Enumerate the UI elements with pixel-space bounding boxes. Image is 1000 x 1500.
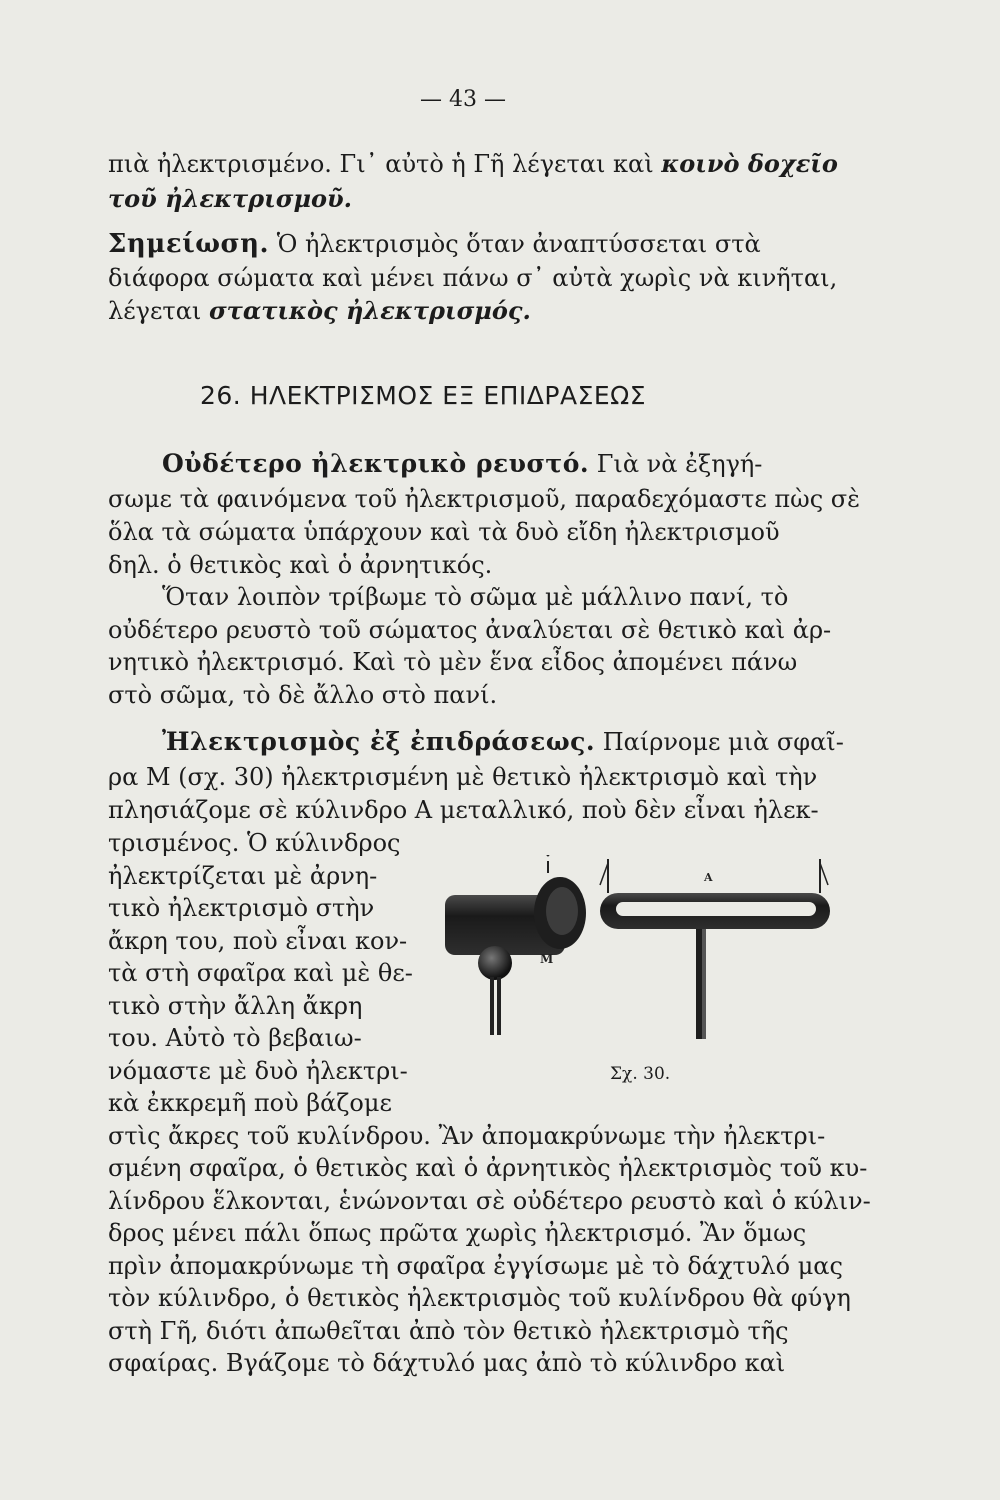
- text-line: του. Αὐτὸ τὸ βεβαιω-: [108, 1024, 362, 1052]
- text-line: στὶς ἄκρες τοῦ κυλίνδρου. Ἂν ἀπομακρύνωμε τὴν ἠλεκτρι-: [108, 1122, 826, 1150]
- label-sphere: Μ: [540, 952, 554, 966]
- text-line: κὰ ἐκκρεμῆ ποὺ βάζομε: [108, 1089, 392, 1117]
- subheading: Ἠλεκτρισμὸς ἐξ ἐπιδράσεως.: [162, 727, 596, 756]
- subheading: Οὐδέτερο ἠλεκτρικὸ ρευστό.: [162, 449, 590, 478]
- text-line: ρα Μ (σχ. 30) ἠλεκτρισμένη μὲ θετικὸ ἠλεκτρισμὸ καὶ τὴν: [108, 763, 818, 791]
- text-run: λέγεται: [108, 297, 202, 325]
- text-line: ἠλεκτρίζεται μὲ ἀρνη-: [108, 862, 378, 890]
- text-line: διάφορα σώματα καὶ μένει πάνω σ᾽ αὐτὰ χωρὶς νὰ κινῆται,: [108, 264, 838, 292]
- page-number: — 43 —: [420, 87, 506, 112]
- text-run: Ὁ ἠλεκτρισμὸς ὅταν ἀναπτύσσεται στὰ: [276, 230, 761, 258]
- text-line: [162, 448, 762, 480]
- emphasis-text: τοῦ ἠλεκτρισμοῦ.: [108, 184, 353, 213]
- text-line: τὸν κύλινδρο, ὁ θετικὸς ἠλεκτρισμὸς τοῦ κυλίνδρου θὰ φύγη: [108, 1284, 851, 1312]
- text-line: νόμαστε μὲ δυὸ ἠλεκτρι-: [108, 1057, 408, 1085]
- text-line: τικὸ ἠλεκτρισμὸ στὴν: [108, 894, 375, 922]
- text-line: τικὸ στὴν ἄλλη ἄκρη: [108, 992, 363, 1020]
- text-run: πιὰ ἠλεκτρισμένο. Γι᾽ αὐτὸ ἡ Γῆ λέγεται καὶ: [108, 150, 654, 178]
- sphere-apparatus: [445, 855, 586, 1035]
- text-line: σωμε τὰ φαινόμενα τοῦ ἠλεκτρισμοῦ, παραδεχόμαστε πὼς σὲ: [108, 485, 861, 513]
- text-line: [108, 148, 838, 180]
- cylinder-apparatus: [600, 859, 830, 1039]
- text-line: πλησιάζομε σὲ κύλινδρο Α μεταλλικό, ποὺ δὲν εἶναι ἠλεκ-: [108, 796, 819, 824]
- emphasis-text: στατικὸς ἠλεκτρισμός.: [208, 296, 531, 325]
- text-line: λίνδρου ἕλκονται, ἑνώνονται σὲ οὐδέτερο ρευστὸ καὶ ὁ κύλιν-: [108, 1187, 871, 1215]
- text-line: νητικὸ ἠλεκτρισμό. Καὶ τὸ μὲν ἕνα εἶδος ἀπομένει πάνω: [108, 648, 798, 676]
- text-line: δηλ. ὁ θετικὸς καὶ ὁ ἀρνητικός.: [108, 551, 493, 579]
- text-line: σμένη σφαῖρα, ὁ θετικὸς καὶ ὁ ἀρνητικὸς ἠλεκτρισμὸς τοῦ κυ-: [108, 1154, 868, 1182]
- emphasis-text: κοινὸ δοχεῖο: [661, 149, 838, 178]
- section-heading: 26. ΗΛΕΚΤΡΙΣΜΟΣ ΕΞ ΕΠΙΔΡΑΣΕΩΣ: [200, 381, 647, 410]
- text-run: Γιὰ νὰ ἐξηγή-: [596, 450, 763, 478]
- label-cylinder: Α: [704, 871, 713, 884]
- text-line: οὐδέτερο ρευστὸ τοῦ σώματος ἀναλύεται σὲ θετικὸ καὶ ἀρ-: [108, 616, 832, 644]
- text-line: [108, 295, 531, 327]
- text-line: τὰ στὴ σφαῖρα καὶ μὲ θε-: [108, 959, 413, 987]
- text-line: ἄκρη του, ποὺ εἶναι κον-: [108, 927, 408, 955]
- note-label: Σημείωση.: [108, 229, 270, 259]
- text-run: Παίρνομε μιὰ σφαῖ-: [602, 728, 844, 756]
- text-line: [162, 726, 844, 758]
- text-line: τρισμένος. Ὁ κύλινδρος: [108, 829, 401, 857]
- text-line: πρὶν ἀπομακρύνωμε τὴ σφαῖρα ἐγγίσωμε μὲ τὸ δάχτυλό μας: [108, 1252, 843, 1280]
- text-line: στὴ Γῆ, διότι ἀπωθεῖται ἀπὸ τὸν θετικὸ ἠλεκτρισμὸ τῆς: [108, 1317, 789, 1345]
- text-line: ὅλα τὰ σώματα ὑπάρχουν καὶ τὰ δυὸ εἴδη ἠλεκτρισμοῦ: [108, 518, 780, 546]
- text-line: Ὅταν λοιπὸν τρίβωμε τὸ σῶμα μὲ μάλλινο πανί, τὸ: [162, 583, 789, 611]
- figure-sphere-cylinder: [440, 855, 840, 1045]
- text-line: σφαίρας. Βγάζομε τὸ δάχτυλό μας ἀπὸ τὸ κύλινδρο καὶ: [108, 1349, 786, 1377]
- text-line: [108, 228, 761, 260]
- text-line: δρος μένει πάλι ὅπως πρῶτα χωρὶς ἠλεκτρισμό. Ἂν ὅμως: [108, 1219, 807, 1247]
- svg-text:•: •: [545, 855, 551, 862]
- text-line: στὸ σῶμα, τὸ δὲ ἄλλο στὸ πανί.: [108, 681, 498, 709]
- figure-caption: Σχ. 30.: [610, 1064, 671, 1084]
